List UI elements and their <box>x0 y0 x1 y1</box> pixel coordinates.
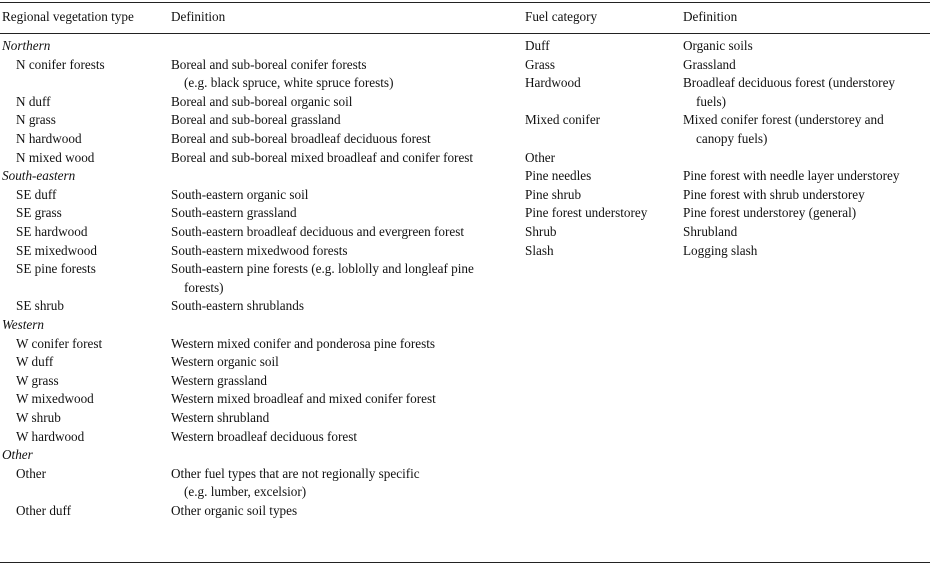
fuel-definition-cell: Mixed conifer forest (understorey and <box>683 112 884 128</box>
vegetation-type-cell: N grass <box>16 112 56 128</box>
definition-cell: Western shrubland <box>171 410 270 425</box>
definition-cell: South-eastern organic soil <box>171 186 309 202</box>
table-top-rule <box>0 2 930 3</box>
vegetation-type-cell: SE mixedwood <box>16 242 97 258</box>
section-title: South-eastern <box>2 168 76 184</box>
vegetation-type-cell: Other duff <box>16 503 72 518</box>
header-definition-right: Definition <box>683 9 738 24</box>
fuel-definition-cell: Logging slash <box>683 242 758 258</box>
definition-cell: Boreal and sub-boreal mixed broadleaf and conifer forest <box>171 149 474 165</box>
fuel-category-cell: Hardwood <box>525 75 581 91</box>
fuel-category-cell: Pine needles <box>525 168 592 184</box>
vegetation-type-cell: W shrub <box>16 410 61 425</box>
fuel-category-cell: Shrub <box>525 224 557 239</box>
definition-cell: Western grassland <box>171 372 267 388</box>
fuel-category-cell: Grass <box>525 56 556 72</box>
vegetation-type-cell: SE pine forests <box>16 261 96 277</box>
fuel-definition-cell: Grassland <box>683 56 736 72</box>
vegetation-type-cell: Other <box>16 465 47 481</box>
fuel-definition-cell: canopy fuels) <box>696 131 768 146</box>
definition-cell: Western broadleaf deciduous forest <box>171 428 358 444</box>
definition-cell: South-eastern pine forests (e.g. loblolly and longleaf pine <box>171 261 474 277</box>
vegetation-type-cell: SE hardwood <box>16 224 88 239</box>
definition-cell: Boreal and sub-boreal broadleaf deciduous forest <box>171 131 431 146</box>
vegetation-type-cell: W hardwood <box>16 428 85 444</box>
definition-cell: Western organic soil <box>171 354 279 370</box>
vegetation-type-cell: N duff <box>16 93 51 109</box>
definition-cell: South-eastern mixedwood forests <box>171 242 348 258</box>
vegetation-type-cell: W duff <box>16 354 54 370</box>
vegetation-type-cell: W conifer forest <box>16 335 103 351</box>
fuel-category-cell: Mixed conifer <box>525 112 601 128</box>
definition-cell: Boreal and sub-boreal grassland <box>171 112 341 128</box>
fuel-category-cell: Pine shrub <box>525 186 582 202</box>
vegetation-type-cell: SE duff <box>16 186 57 202</box>
definition-cell: Boreal and sub-boreal conifer forests <box>171 56 367 72</box>
vegetation-type-cell: N mixed wood <box>16 149 95 165</box>
definition-cell: Other organic soil types <box>171 503 298 518</box>
definition-cell: Western mixed broadleaf and mixed conifer forest <box>171 391 436 407</box>
fuel-definition-cell: Pine forest understorey (general) <box>683 205 857 221</box>
fuel-definition-cell: Organic soils <box>683 38 753 53</box>
vegetation-type-cell: SE shrub <box>16 298 64 314</box>
definition-cell: South-eastern shrublands <box>171 298 304 314</box>
definition-cell: (e.g. lumber, excelsior) <box>184 484 307 500</box>
section-title: Other <box>2 447 33 463</box>
definition-cell: South-eastern broadleaf deciduous and evergreen forest <box>171 224 465 239</box>
table-header-rule <box>0 33 930 34</box>
section-title: Northern <box>2 38 51 53</box>
fuel-definition-cell: Broadleaf deciduous forest (understorey <box>683 75 896 91</box>
fuel-category-cell: Pine forest understorey <box>525 205 648 221</box>
definition-cell: forests) <box>184 279 224 295</box>
fuel-category-cell: Other <box>525 149 556 165</box>
header-regional-vegetation-type: Regional vegetation type <box>2 9 134 24</box>
vegetation-type-cell: W mixedwood <box>16 391 94 407</box>
fuel-definition-cell: Pine forest with shrub understorey <box>683 186 865 202</box>
header-fuel-category: Fuel category <box>525 9 598 24</box>
table-bottom-rule <box>0 562 930 563</box>
vegetation-type-cell: N conifer forests <box>16 56 105 72</box>
vegetation-type-cell: N hardwood <box>16 131 82 146</box>
vegetation-type-cell: SE grass <box>16 205 62 221</box>
definition-cell: South-eastern grassland <box>171 205 297 221</box>
definition-cell: Boreal and sub-boreal organic soil <box>171 93 353 109</box>
definition-cell: Other fuel types that are not regionally specific <box>171 465 420 481</box>
header-definition-left: Definition <box>171 9 226 24</box>
fuel-definition-cell: fuels) <box>696 93 727 109</box>
definition-cell: Western mixed conifer and ponderosa pine forests <box>171 335 436 351</box>
fuel-category-cell: Slash <box>525 242 554 258</box>
fuel-definition-cell: Pine forest with needle layer understorey <box>683 168 900 184</box>
definition-cell: (e.g. black spruce, white spruce forests) <box>184 75 394 91</box>
fuel-category-cell: Duff <box>525 38 550 53</box>
fuel-definition-cell: Shrubland <box>683 224 738 239</box>
section-title: Western <box>2 317 45 332</box>
vegetation-type-cell: W grass <box>16 372 59 388</box>
